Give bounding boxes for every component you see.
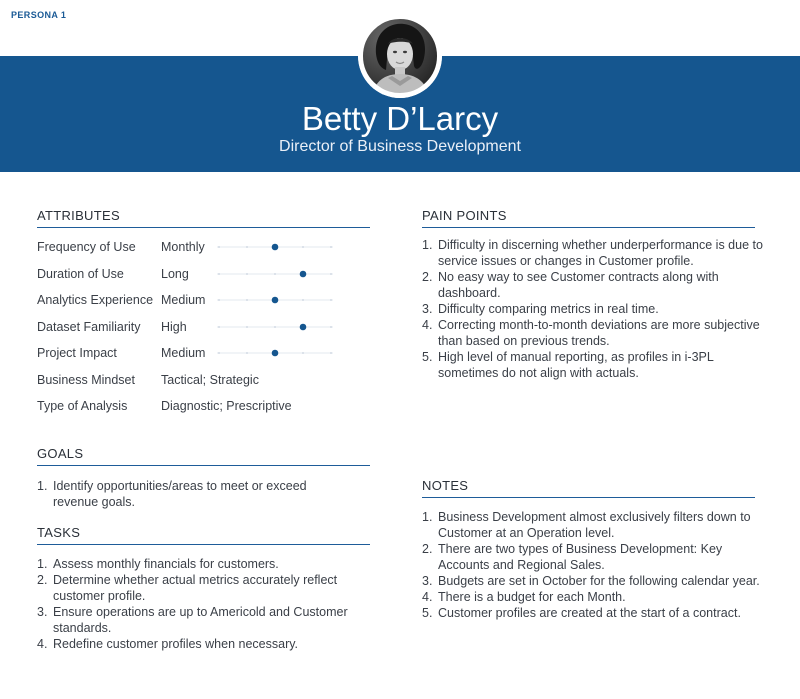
scale-tick [302, 246, 304, 248]
list-text: service issues or changes in Customer profile. [438, 254, 694, 268]
attribute-value: Monthly [161, 240, 205, 254]
attribute-value: Tactical; Strategic [161, 372, 259, 387]
attribute-scale [217, 238, 333, 256]
scale-tick [218, 299, 220, 301]
scale-tick [218, 273, 220, 275]
scale-tick [246, 299, 248, 301]
scale-tick [330, 352, 332, 354]
attribute-scale [217, 318, 333, 336]
list-number: 2. [422, 270, 433, 284]
tasks-list [37, 556, 377, 652]
pain-point-item [422, 301, 767, 317]
attribute-row [37, 397, 357, 415]
scale-tick [274, 273, 276, 275]
avatar-photo [358, 14, 442, 98]
list-text: Assess monthly financials for customers. [53, 557, 279, 571]
list-number: 1. [37, 557, 48, 571]
scale-marker [272, 350, 279, 357]
attribute-label: Dataset Familiarity [37, 319, 141, 334]
attribute-scale [217, 265, 333, 283]
list-number: 3. [422, 302, 433, 316]
list-number: 2. [422, 542, 433, 556]
attribute-scale [217, 291, 333, 309]
scale-tick [274, 326, 276, 328]
scale-tick [218, 326, 220, 328]
list-number: 4. [422, 590, 433, 604]
scale-tick [246, 352, 248, 354]
task-item [37, 572, 377, 604]
note-item [422, 509, 767, 541]
avatar [358, 14, 442, 98]
list-text: Business Development almost exclusively filters down to [438, 510, 751, 524]
scale-tick [330, 326, 332, 328]
goal-item [37, 478, 370, 510]
list-text: Ensure operations are up to Americold and Customer [53, 605, 348, 619]
notes-title: NOTES [422, 478, 755, 498]
pain-point-item [422, 269, 767, 301]
list-number: 4. [37, 637, 48, 651]
list-number: 1. [422, 238, 433, 252]
attribute-label: Analytics Experience [37, 293, 154, 307]
attribute-label: Business Mindset [37, 372, 135, 387]
note-item [422, 573, 767, 589]
list-number: 2. [37, 573, 48, 587]
scale-tick [302, 352, 304, 354]
note-item [422, 605, 767, 621]
list-text: Determine whether actual metrics accurately reflect [53, 573, 338, 587]
list-text: High level of manual reporting, as profiles in i-3PL [438, 350, 714, 364]
scale-tick [246, 246, 248, 248]
list-text: Budgets are set in October for the following calendar year. [438, 574, 760, 588]
pain-points-title: PAIN POINTS [422, 208, 755, 228]
notes-list [422, 509, 767, 621]
task-item [37, 604, 377, 636]
task-item [37, 636, 377, 652]
list-number: 1. [37, 479, 48, 493]
attribute-row [37, 318, 357, 336]
scale-tick [302, 299, 304, 301]
list-text: than based on previous trends. [438, 334, 610, 348]
attribute-row [37, 238, 357, 256]
task-item [37, 556, 377, 572]
list-text: No easy way to see Customer contracts along with [438, 270, 719, 284]
list-text: sometimes do not align with actuals. [438, 366, 639, 380]
list-number: 3. [422, 574, 433, 588]
tasks-title: TASKS [37, 525, 370, 545]
scale-marker [300, 323, 307, 330]
scale-tick [246, 273, 248, 275]
scale-tick [218, 246, 220, 248]
persona-tag: PERSONA 1 [11, 10, 67, 20]
attribute-row [37, 344, 357, 362]
list-text: There are two types of Business Development: Key [438, 542, 723, 556]
goals-title: GOALS [37, 446, 370, 466]
scale-marker [272, 244, 279, 251]
list-number: 4. [422, 318, 433, 332]
attribute-label: Frequency of Use [37, 240, 136, 254]
list-text: Customer at an Operation level. [438, 526, 615, 540]
attribute-scale [217, 344, 333, 362]
attribute-row [37, 265, 357, 283]
attribute-row [37, 371, 357, 389]
list-number: 3. [37, 605, 48, 619]
list-text: revenue goals. [53, 495, 136, 509]
persona-role: Director of Business Development [279, 138, 521, 155]
list-text: dashboard. [438, 286, 501, 300]
scale-tick [246, 326, 248, 328]
attribute-value: Long [161, 266, 189, 281]
scale-marker [272, 297, 279, 304]
persona-name: Betty D’Larcy [301, 100, 499, 137]
list-text: Identify opportunities/areas to meet or exceed [53, 479, 307, 493]
pain-points-list [422, 237, 767, 381]
attribute-label: Project Impact [37, 346, 117, 360]
attributes-title: ATTRIBUTES [37, 208, 370, 228]
goals-list [37, 478, 370, 510]
attribute-value: High [161, 319, 187, 334]
list-text: Correcting month-to-month deviations are more subjective [438, 318, 760, 332]
attribute-label: Duration of Use [37, 266, 124, 281]
scale-tick [330, 246, 332, 248]
list-text: Customer profiles are created at the start of a contract. [438, 606, 741, 620]
pain-point-item [422, 317, 767, 349]
note-item [422, 541, 767, 573]
list-text: Difficulty comparing metrics in real time. [438, 302, 659, 316]
list-text: Redefine customer profiles when necessary. [53, 637, 299, 651]
list-number: 5. [422, 606, 433, 620]
scale-marker [300, 270, 307, 277]
list-number: 1. [422, 510, 433, 524]
list-text: Difficulty in discerning whether underperformance is due to [438, 238, 763, 252]
list-text: There is a budget for each Month. [438, 590, 626, 604]
list-text: customer profile. [53, 589, 146, 603]
scale-tick [330, 273, 332, 275]
pain-point-item [422, 349, 767, 381]
attribute-label: Type of Analysis [37, 399, 128, 413]
list-text: Accounts and Regional Sales. [438, 558, 605, 572]
attribute-value: Medium [161, 346, 206, 360]
pain-point-item [422, 237, 767, 269]
attribute-row [37, 291, 357, 309]
note-item [422, 589, 767, 605]
attribute-value: Diagnostic; Prescriptive [161, 399, 292, 413]
list-number: 5. [422, 350, 433, 364]
list-text: standards. [53, 621, 112, 635]
attribute-value: Medium [161, 293, 206, 307]
scale-tick [218, 352, 220, 354]
scale-tick [330, 299, 332, 301]
